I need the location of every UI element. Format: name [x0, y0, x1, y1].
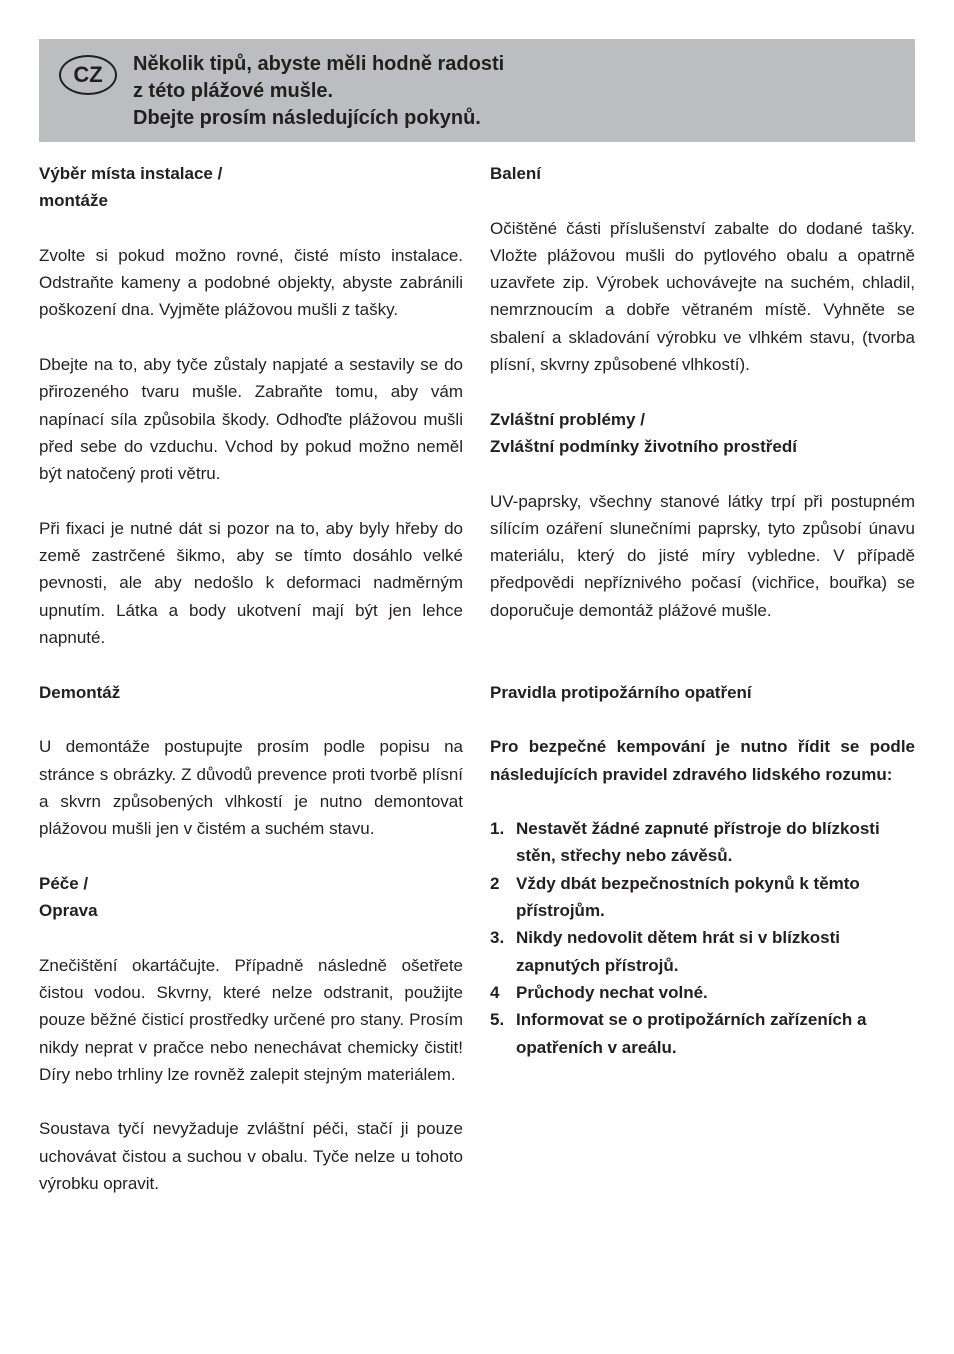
section-heading-care: Péče / Oprava: [39, 873, 98, 921]
language-badge: CZ: [59, 55, 117, 95]
section-heading-fire-safety: Pravidla protipožárního opatření: [490, 682, 752, 702]
section-heading-installation: Výběr místa instalace / montáže: [39, 164, 223, 211]
title-line: z této plážové mušle.: [133, 80, 334, 102]
fire-safety-intro: Pro bezpečné kempování je nutno řídit se podle následujících pravidel zdravého lidského rozumu:: [490, 737, 915, 784]
header-banner: [39, 39, 915, 142]
paragraph: Očištěné části příslušenství zabalte do dodané tašky. Vložte plážovou mušli do pytlového obalu a opatrně uzavřete zip. Výrobek uchovávejte na suchém, chladil, nemrznoucím a dobře větraném místě. Vyhněte se sbalení a skladování výrobku ve vlhkém stavu, (tvorba plísní, skvrny způsobené vlhkostí).: [490, 218, 915, 375]
list-item: 5. Informovat se o protipožárních zařízeních a opatřeních v areálu.: [490, 1010, 867, 1057]
paragraph: Znečištění okartáčujte. Případně následně ošetřete čistou vodou. Skvrny, které nelze odstranit, použijte pouze běžné čisticí prostředky určené pro stany. Prosím nikdy neprat v pračce nebo nenechávat chemicky čistit! Díry nebo trhliny lze rovněž zalepit stejným materiálem.: [39, 955, 463, 1084]
left-column: [39, 160, 463, 1197]
list-item: 4 Průchody nechat volné.: [490, 982, 708, 1002]
section-heading-dismantling: Demontáž: [39, 682, 121, 702]
fire-safety-rules: [490, 815, 915, 1061]
paragraph: Soustava tyčí nevyžaduje zvláštní péči, stačí ji pouze uchovávat čistou a suchou v obalu. Tyče nelze u tohoto výrobku opravit.: [39, 1119, 463, 1193]
section-heading-packing: Balení: [490, 164, 542, 183]
paragraph: Dbejte na to, aby tyče zůstaly napjaté a sestavily se do přirozeného tvaru mušle. Zabraňte tomu, aby vám napínací síla způsobila škody. Odhoďte plážovou mušli před sebe do vzduchu. Vchod by pokud možno neměl být natočený proti větru.: [39, 355, 463, 484]
list-item: 1. Nestavět žádné zapnuté přístroje do blízkosti stěn, střechy nebo závěsů.: [490, 819, 880, 866]
paragraph: UV-paprsky, všechny stanové látky trpí při postupném sílícím ozáření slunečními paprsky, tyto způsobí únavu materiálu, který do jisté míry vybledne. V případě předpovědi nepříznivého počasí (vichřice, bouřka) se doporučuje demontáž plážové mušle.: [490, 491, 915, 620]
list-item: 3. Nikdy nedovolit dětem hrát si v blízkosti zapnutých přístrojů.: [490, 928, 841, 975]
title-line: Několik tipů, abyste měli hodně radosti: [133, 53, 505, 75]
page-title: [133, 51, 504, 132]
title-line: Dbejte prosím následujících pokynů.: [133, 107, 481, 129]
list-item: 2 Vždy dbát bezpečnostních pokynů k těmto přístrojům.: [490, 873, 860, 921]
section-heading-special-problems: Zvláštní problémy / Zvláštní podmínky životního prostředí: [490, 409, 797, 456]
paragraph: Při fixaci je nutné dát si pozor na to, aby byly hřeby do země zastrčené šikmo, aby se tímto dosáhlo velké pevnosti, ale aby nedošlo k deformaci nadměrným upnutím. Látka a body ukotvení mají být jen lehce napnuté.: [39, 518, 463, 648]
paragraph: Zvolte si pokud možno rovné, čisté místo instalace. Odstraňte kameny a podobné objekty, abyste zabránili poškození dna. Vyjměte plážovou mušli z tašky.: [39, 245, 463, 320]
paragraph: U demontáže postupujte prosím podle popisu na stránce s obrázky. Z důvodů prevence proti tvorbě plísní a skvrn způsobených vlhkostí je nutno demontovat plážovou mušli jen v čistém a suchém stavu.: [39, 737, 463, 839]
right-column: [490, 160, 915, 1061]
